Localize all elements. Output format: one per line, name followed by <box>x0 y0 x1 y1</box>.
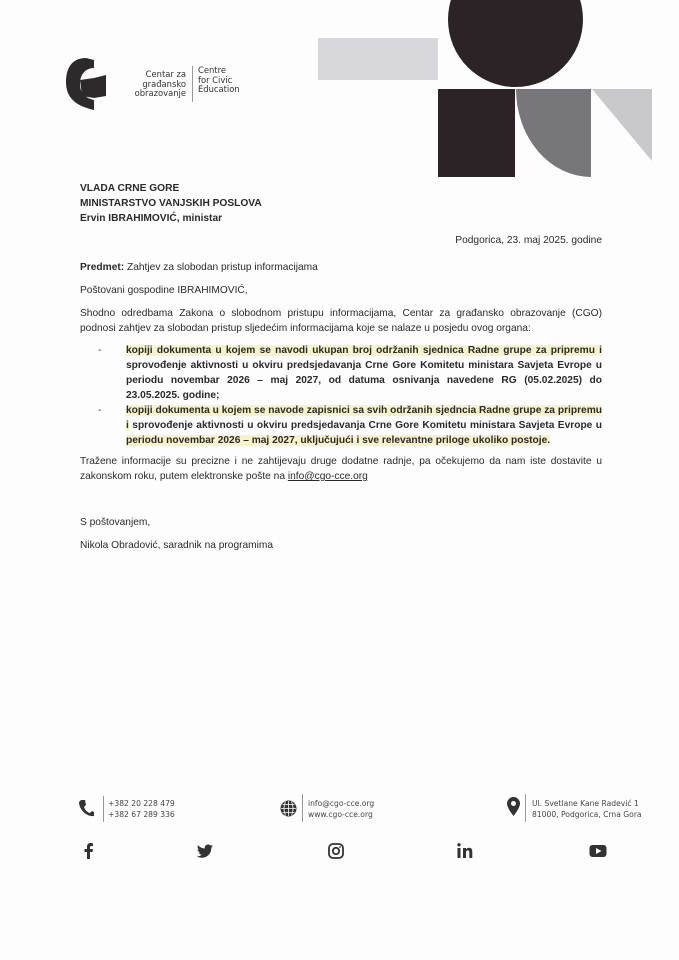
phone-number: +382 20 228 479 <box>108 799 175 808</box>
footer-email[interactable]: info@cgo-cce.org <box>308 799 375 808</box>
address-line: Ul. Svetlane Kane Radević 1 <box>532 799 639 808</box>
location-pin-icon <box>507 797 520 816</box>
logo-text-line: građansko <box>142 78 186 89</box>
closing-line: zakonskom roku, putem elektronske pošte na <box>80 471 288 482</box>
bullet-line: kopiji dokumenta u kojem se navode zapisnici sa svih održanih sjedncia Radne grupe za pripremu i <box>126 405 602 431</box>
bullet-line: godine; <box>182 390 220 401</box>
facebook-icon[interactable] <box>80 842 98 860</box>
regards: S poštovanjem, <box>80 517 151 528</box>
salutation: Poštovani gospodine IBRAHIMOVIĆ, <box>80 285 248 296</box>
request-item: - kopiji dokumenta u kojem se navodi ukupan broj održanih sjednica Radne grupe za pripremu i sprovođenje aktivnosti u okviru predsjedavanja Crne Gore Komitetu ministara Savjeta Evrope u periodu novembar 2026 – maj 2027, od datuma osnivanja navedene RG (05.02.2025) do 23.05.2025. godine; <box>98 345 602 401</box>
address-line: 81000, Podgorica, Crna Gora <box>532 810 642 819</box>
bullet-line: periodu novembar 2026 – maj 2027, od datuma osnivanja navedene RG (05.02.2025) do 23.05.2025. <box>126 375 602 401</box>
cgo-logo <box>64 56 264 112</box>
phone-number: +382 67 289 336 <box>108 810 175 819</box>
phone-icon <box>78 799 94 817</box>
twitter-icon[interactable] <box>196 842 214 860</box>
logo-text-line: Education <box>198 84 240 95</box>
closing-paragraph <box>80 454 602 484</box>
email-link[interactable]: info@cgo-cce.org <box>287 471 368 482</box>
closing-line: Tražene informacije su precizne i ne zahtijevaju druge dodatne radnje, pa očekujemo da nam iste dostavite u <box>80 456 602 467</box>
signature: Nikola Obradović, saradnik na programima <box>80 540 274 551</box>
bullet-line: sprovođenje aktivnosti u okviru predsjedavanja Crne Gore Komitetu ministara Savjeta Evrope u <box>126 360 602 371</box>
request-item: - kopiji dokumenta u kojem se navode zapisnici sa svih održanih sjedncia Radne grupe za pripremu i sprovođenje aktivnosti u okviru predsjedavanja Crne Gore Komitetu ministara Savjeta Evrope u periodu novembar 2026 – maj 2027, uključujući i sve relevantne priloge ukoliko postoje. <box>98 405 602 446</box>
bullet-line: sprovođenje aktivnosti u okviru predsjedavanja Crne Gore Komitetu ministara Savjeta Evrope u <box>132 420 602 431</box>
subject-text: Zahtjev za slobodan pristup informacijama <box>124 262 318 273</box>
logo-text-line: for Civic <box>198 74 233 85</box>
logo-text-line: Centar za <box>145 69 186 79</box>
youtube-icon[interactable] <box>589 842 607 860</box>
recipient-line: Ervin IBRAHIMOVIĆ, ministar <box>80 213 223 224</box>
logo-text-line: obrazovanje <box>134 88 186 99</box>
instagram-icon[interactable] <box>327 842 345 860</box>
bullet-line: periodu novembar 2026 – maj 2027, uključujući i sve relevantne priloge ukoliko postoje. <box>126 435 551 446</box>
request-list <box>80 343 602 448</box>
recipient-line: MINISTARSTVO VANJSKIH POSLOVA <box>80 198 262 209</box>
letter-body <box>80 181 602 553</box>
footer-website[interactable]: www.cgo-cce.org <box>308 810 373 819</box>
recipient-line: VLADA CRNE GORE <box>80 183 180 194</box>
intro-paragraph: Shodno odredbama Zakona o slobodnom pristupu informacijama, Centar za građansko obrazovanje (CGO) podnosi zahtjev za slobodan pristup sljedećim informacijama koje se nalaze u posjedu ovog organa: <box>80 308 602 334</box>
subject-label: Predmet: <box>80 262 125 273</box>
linkedin-icon[interactable] <box>456 842 474 860</box>
cgo-logo-mark <box>64 56 108 112</box>
letter-date: Podgorica, 23. maj 2025. godine <box>455 235 602 246</box>
recipient-block <box>80 181 602 226</box>
globe-icon <box>280 800 297 817</box>
subject-line <box>80 260 602 275</box>
bullet-line: kopiji dokumenta u kojem se navodi ukupan broj održanih sjednica Radne grupe za pripremu i <box>126 345 602 356</box>
logo-text-line: Centre <box>198 65 227 75</box>
